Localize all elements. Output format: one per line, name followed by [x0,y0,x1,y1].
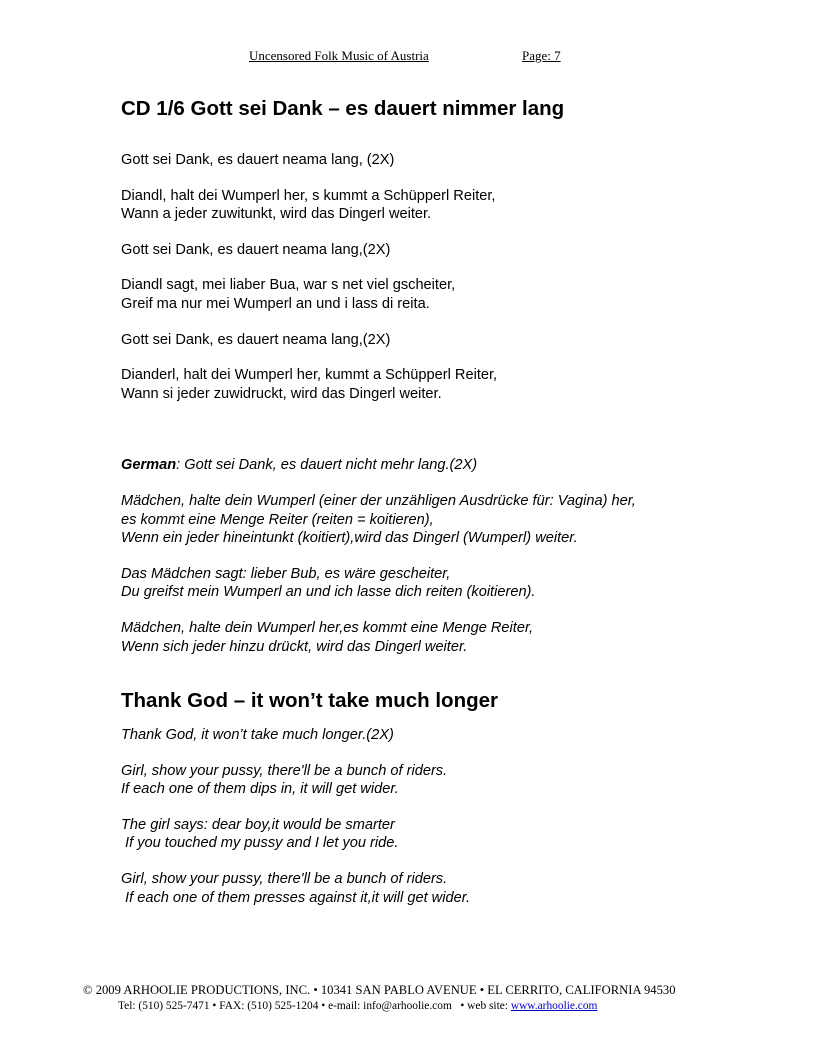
translation-line: Wenn sich jeder hinzu drückt, wird das Dingerl weiter. [121,638,468,655]
translation-stanza [121,762,761,799]
translation-stanza [121,816,761,853]
translation-line: Girl, show your pussy, there'll be a bunch of riders. [121,871,448,888]
lyric-line: Wann si jeder zuwidruckt, wird das Dingerl weiter. [121,385,442,402]
translation-stanza [121,492,761,548]
lyric-line: Gott sei Dank, es dauert neama lang,(2X) [121,241,391,258]
footer-copyright: © 2009 ARHOOLIE PRODUCTIONS, INC. • 10341 SAN PABLO AVENUE • EL CERRITO, CALIFORNIA 94530 [83,983,676,997]
website-link[interactable]: www.arhoolie.com [510,1000,598,1012]
lyric-line: Greif ma nur mei Wumperl an und i lass di reita. [121,295,430,312]
lyric-line: Wann a jeder zuwitunkt, wird das Dingerl weiter. [121,206,432,223]
lyric-line: Diandl, halt dei Wumperl her, s kummt a Schüpperl Reiter, [121,187,496,204]
translation-stanza [121,565,761,602]
lyrics-stanza [121,276,761,313]
original-lyrics [121,151,761,403]
lyrics-stanza [121,366,761,403]
english-title: Thank God – it won’t take much longer [121,689,499,713]
translation-line: Mädchen, halte dein Wumperl her,es kommt eine Menge Reiter, [121,619,534,636]
german-translation [121,456,761,656]
lyrics-stanza [121,241,761,260]
song-title: CD 1/6 Gott sei Dank – es dauert nimmer lang [121,97,565,120]
translation-line: Girl, show your pussy, there'll be a bunch of riders. [121,762,448,779]
translation-stanza [121,726,761,745]
translation-line: Wenn ein jeder hineintunkt (koitiert),wird das Dingerl (Wumperl) weiter. [121,530,578,547]
lyric-line: Gott sei Dank, es dauert neama lang,(2X) [121,331,391,348]
lyrics-stanza [121,151,761,170]
translation-line: Das Mädchen sagt: lieber Bub, es wäre gescheiter, [121,565,451,582]
translation-line: If you touched my pussy and I let you ride. [121,835,399,852]
translation-line: The girl says: dear boy,it would be smarter [121,816,395,833]
page-header [0,48,816,66]
document-title: Uncensored Folk Music of Austria [249,48,429,63]
german-label: German [121,457,177,474]
lyrics-stanza [121,187,761,224]
english-translation [121,726,761,907]
lyric-line: Diandl sagt, mei liaber Bua, war s net viel gscheiter, [121,277,456,294]
footer-contact-text: Tel: (510) 525-7471 • FAX: (510) 525-1204 • e-mail: info@arhoolie.com • web site: [118,1000,511,1012]
lyric-line: Dianderl, halt dei Wumperl her, kummt a Schüpperl Reiter, [121,367,498,384]
translation-stanza [121,619,761,656]
translation-line: Mädchen, halte dein Wumperl (einer der unzähligen Ausdrücke für: Vagina) her, [121,492,636,509]
translation-line: Thank God, it won’t take much longer.(2X) [121,727,394,744]
translation-line: : Gott sei Dank, es dauert nicht mehr lang.(2X) [176,457,478,474]
translation-line: es kommt eine Menge Reiter (reiten = koitieren), [121,511,434,528]
translation-intro [121,456,761,475]
translation-line: Du greifst mein Wumperl an und ich lasse dich reiten (koitieren). [121,584,536,601]
lyric-line: Gott sei Dank, es dauert neama lang, (2X) [121,152,395,168]
lyrics-stanza [121,331,761,350]
translation-line: If each one of them presses against it,it will get wider. [121,889,471,906]
page-number: Page: 7 [522,48,561,63]
page-content [121,95,761,907]
footer-contact [118,1000,597,1012]
translation-stanza [121,870,761,907]
translation-line: If each one of them dips in, it will get wider. [121,781,399,798]
